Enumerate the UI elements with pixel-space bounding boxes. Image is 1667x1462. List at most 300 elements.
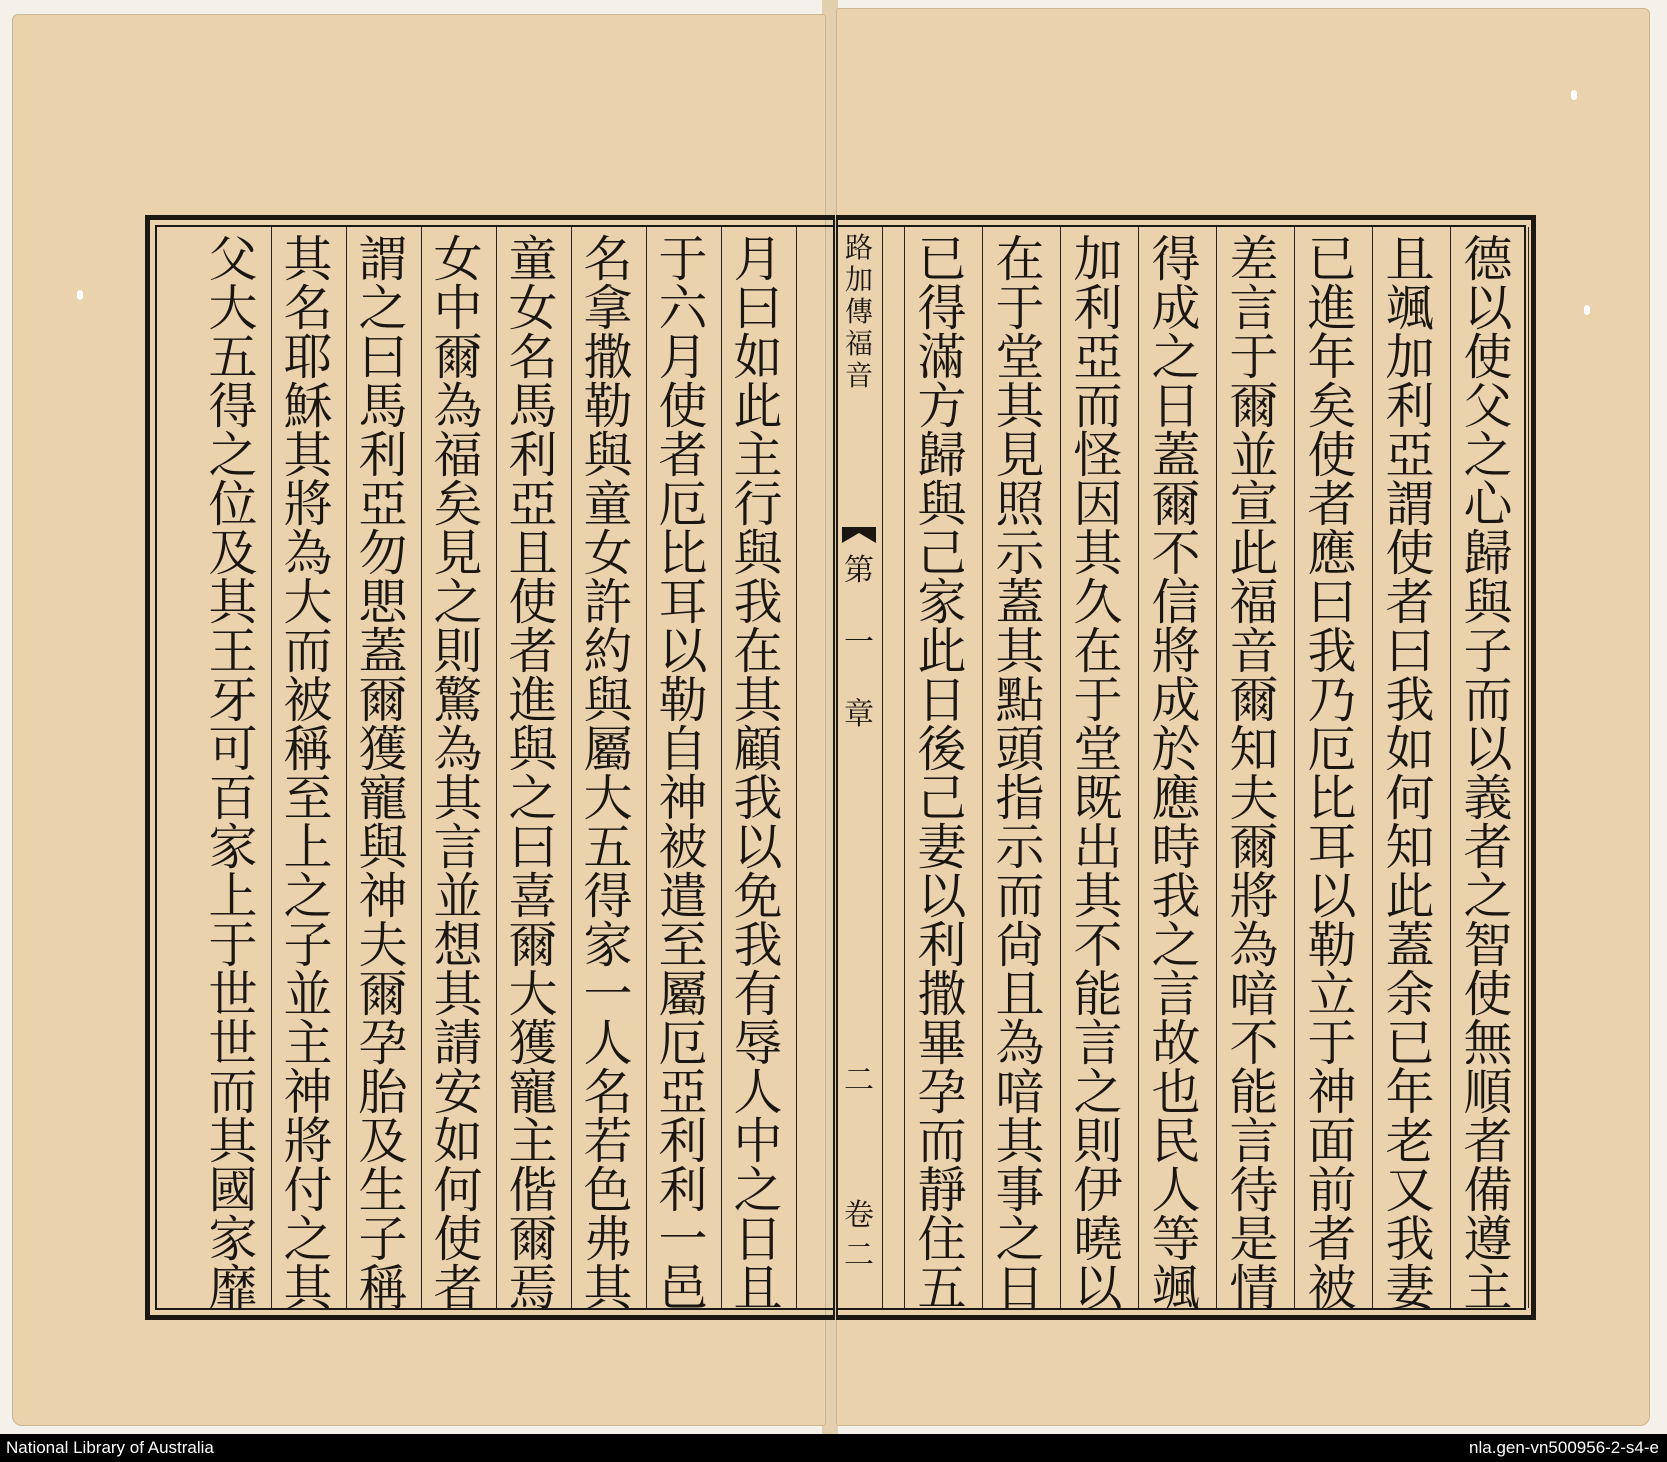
- text-glyph: 而: [1073, 378, 1123, 435]
- text-glyph: 可: [208, 721, 258, 778]
- text-glyph: 此: [733, 378, 783, 435]
- text-glyph: 爾: [433, 329, 483, 386]
- text-glyph: 邑: [658, 1260, 708, 1317]
- text-glyph: 已: [917, 231, 967, 288]
- text-glyph: 頭: [995, 721, 1045, 778]
- text-glyph: 之: [283, 868, 333, 925]
- text-glyph: 言: [433, 819, 483, 876]
- text-glyph: 大: [283, 574, 333, 631]
- column-rule: [1528, 227, 1529, 1308]
- text-glyph: 六: [658, 280, 708, 337]
- text-glyph: 百: [208, 770, 258, 827]
- text-glyph: 童: [508, 231, 558, 288]
- text-glyph: 以: [658, 623, 708, 680]
- text-glyph: 於: [1151, 721, 1201, 778]
- text-glyph: 使: [433, 1211, 483, 1268]
- text-glyph: 夫: [1229, 770, 1279, 827]
- text-glyph: 加: [1385, 329, 1435, 386]
- text-glyph: 寵: [358, 770, 408, 827]
- text-glyph: 自: [658, 721, 708, 778]
- text-glyph: 應: [1151, 770, 1201, 827]
- text-glyph: 而: [283, 623, 333, 680]
- left-page-column-2: [647, 231, 719, 1317]
- text-glyph: 其: [995, 1113, 1045, 1170]
- text-glyph: 神: [1307, 1064, 1357, 1121]
- text-glyph: 妻: [917, 819, 967, 876]
- text-glyph: 五: [208, 329, 258, 386]
- right-page-column-7: [984, 231, 1056, 1317]
- text-glyph: 勒: [658, 672, 708, 729]
- text-glyph: 言: [1229, 1113, 1279, 1170]
- title-glyph: 傳: [844, 295, 873, 328]
- text-glyph: 並: [283, 966, 333, 1023]
- text-glyph: 以: [1463, 721, 1513, 778]
- text-glyph: 歸: [1463, 525, 1513, 582]
- text-glyph: 方: [917, 378, 967, 435]
- text-glyph: 其: [1073, 525, 1123, 582]
- text-glyph: 蓋: [1151, 427, 1201, 484]
- paper-hole: [1571, 90, 1577, 100]
- text-glyph: 色: [583, 1162, 633, 1219]
- right-page-column-8: [906, 231, 978, 1317]
- text-glyph: 言: [1073, 1015, 1123, 1072]
- text-glyph: 在: [995, 231, 1045, 288]
- text-glyph: 五: [583, 819, 633, 876]
- text-glyph: 父: [1463, 378, 1513, 435]
- text-glyph: 付: [283, 1162, 333, 1219]
- text-glyph: 亞: [658, 1064, 708, 1121]
- text-glyph: 在: [1073, 623, 1123, 680]
- text-glyph: 不: [1073, 917, 1123, 974]
- text-glyph: 已: [1385, 1015, 1435, 1072]
- text-glyph: 神: [658, 770, 708, 827]
- text-glyph: 人: [1151, 1162, 1201, 1219]
- text-glyph: 之: [208, 427, 258, 484]
- chapter-glyph: 章: [844, 697, 874, 732]
- text-glyph: 亞: [1073, 329, 1123, 386]
- column-rule: [882, 227, 883, 1308]
- text-glyph: 年: [1385, 1064, 1435, 1121]
- right-page-column-1: [1452, 231, 1524, 1317]
- text-glyph: 厄: [658, 1015, 708, 1072]
- text-glyph: 女: [508, 280, 558, 337]
- fish-tail-mark-icon: [842, 525, 876, 545]
- text-glyph: 喑: [995, 1064, 1045, 1121]
- text-glyph: 之: [433, 574, 483, 631]
- left-page-column-6: [347, 231, 419, 1317]
- left-page-column-1: [722, 231, 794, 1317]
- text-glyph: 稱: [358, 1260, 408, 1317]
- text-glyph: 曉: [1073, 1211, 1123, 1268]
- text-glyph: 得: [583, 868, 633, 925]
- text-glyph: 且: [1385, 231, 1435, 288]
- text-glyph: 屬: [658, 966, 708, 1023]
- text-glyph: 尙: [995, 917, 1045, 974]
- text-glyph: 畢: [917, 1015, 967, 1072]
- column-rule: [1060, 227, 1061, 1308]
- text-glyph: 音: [1229, 623, 1279, 680]
- text-glyph: 指: [995, 770, 1045, 827]
- text-glyph: 一: [658, 1211, 708, 1268]
- text-glyph: 至: [658, 917, 708, 974]
- text-glyph: 其: [733, 672, 783, 729]
- right-page-column-5: [1140, 231, 1212, 1317]
- text-glyph: 人: [583, 1015, 633, 1072]
- text-glyph: 王: [208, 623, 258, 680]
- text-glyph: 示: [995, 819, 1045, 876]
- text-glyph: 于: [1307, 1015, 1357, 1072]
- text-glyph: 之: [995, 1211, 1045, 1268]
- text-glyph: 與: [583, 672, 633, 729]
- text-glyph: 以: [917, 868, 967, 925]
- text-glyph: 利: [358, 427, 408, 484]
- text-glyph: 蓋: [1385, 917, 1435, 974]
- text-glyph: 出: [1073, 819, 1123, 876]
- text-glyph: 將: [1151, 623, 1201, 680]
- text-glyph: 請: [433, 1015, 483, 1072]
- left-page-column-4: [497, 231, 569, 1317]
- text-glyph: 堂: [995, 329, 1045, 386]
- text-glyph: 事: [995, 1162, 1045, 1219]
- text-glyph: 之: [1463, 868, 1513, 925]
- centre-column: [836, 225, 882, 1310]
- footer-identifier: nla.gen-vn500956-2-s4-e: [1469, 1438, 1659, 1457]
- text-glyph: 無: [1463, 1015, 1513, 1072]
- text-glyph: 颯: [1151, 1260, 1201, 1317]
- text-glyph: 使: [1307, 427, 1357, 484]
- text-glyph: 上: [283, 819, 333, 876]
- text-glyph: 利: [658, 1162, 708, 1219]
- text-glyph: 耳: [1307, 819, 1357, 876]
- text-glyph: 智: [1463, 917, 1513, 974]
- text-glyph: 名: [508, 329, 558, 386]
- text-glyph: 與: [1463, 574, 1513, 631]
- text-glyph: 我: [1307, 623, 1357, 680]
- text-glyph: 將: [283, 1113, 333, 1170]
- text-glyph: 上: [208, 868, 258, 925]
- text-glyph: 能: [1073, 966, 1123, 1023]
- text-glyph: 備: [1463, 1162, 1513, 1219]
- text-glyph: 久: [1073, 574, 1123, 631]
- text-glyph: 焉: [508, 1260, 558, 1317]
- text-glyph: 爾: [1229, 378, 1279, 435]
- text-glyph: 且: [508, 525, 558, 582]
- text-glyph: 使: [508, 574, 558, 631]
- column-rule: [1294, 227, 1295, 1308]
- text-glyph: 並: [1229, 427, 1279, 484]
- chapter-label: [836, 555, 882, 731]
- text-glyph: 既: [1073, 770, 1123, 827]
- text-glyph: 孕: [358, 1015, 408, 1072]
- text-glyph: 老: [1385, 1113, 1435, 1170]
- text-glyph: 行: [733, 476, 783, 533]
- left-page-column-3: [572, 231, 644, 1317]
- text-glyph: 利: [917, 917, 967, 974]
- text-glyph: 主: [508, 1113, 558, 1170]
- text-glyph: 已: [1307, 231, 1357, 288]
- text-glyph: 馬: [358, 378, 408, 435]
- text-glyph: 使: [1463, 966, 1513, 1023]
- text-glyph: 國: [208, 1162, 258, 1219]
- text-glyph: 而: [995, 868, 1045, 925]
- text-glyph: 信: [1151, 574, 1201, 631]
- text-glyph: 點: [995, 672, 1045, 729]
- column-rule: [1372, 227, 1373, 1308]
- text-glyph: 者: [1307, 476, 1357, 533]
- right-page-column-4: [1218, 231, 1290, 1317]
- text-glyph: 颯: [1385, 280, 1435, 337]
- text-glyph: 大: [508, 966, 558, 1023]
- text-glyph: 義: [1463, 770, 1513, 827]
- text-glyph: 女: [433, 231, 483, 288]
- text-glyph: 待: [1229, 1162, 1279, 1219]
- text-glyph: 時: [1151, 819, 1201, 876]
- text-glyph: 是: [1229, 1211, 1279, 1268]
- text-glyph: 勒: [583, 378, 633, 435]
- text-glyph: 面: [1307, 1113, 1357, 1170]
- text-glyph: 家: [208, 819, 258, 876]
- text-glyph: 之: [1463, 427, 1513, 484]
- text-glyph: 爾: [508, 917, 558, 974]
- text-glyph: 亞: [508, 476, 558, 533]
- text-glyph: 爾: [358, 966, 408, 1023]
- text-glyph: 差: [1229, 231, 1279, 288]
- text-glyph: 被: [658, 819, 708, 876]
- text-glyph: 耶: [283, 329, 333, 386]
- text-glyph: 亞: [358, 476, 408, 533]
- text-glyph: 至: [283, 770, 333, 827]
- text-glyph: 勒: [1307, 917, 1357, 974]
- text-glyph: 大: [583, 770, 633, 827]
- paper-hole: [1584, 305, 1590, 315]
- text-glyph: 而: [917, 1113, 967, 1170]
- text-glyph: 比: [1307, 770, 1357, 827]
- text-glyph: 爾: [1229, 672, 1279, 729]
- text-glyph: 且: [995, 966, 1045, 1023]
- text-glyph: 之: [1151, 917, 1201, 974]
- text-glyph: 弗: [583, 1211, 633, 1268]
- book-title: [836, 233, 882, 391]
- text-glyph: 並: [433, 868, 483, 925]
- text-glyph: 者: [433, 1260, 483, 1317]
- text-glyph: 童: [583, 476, 633, 533]
- text-glyph: 此: [1229, 525, 1279, 582]
- text-glyph: 如: [433, 1113, 483, 1170]
- footer-library-name: National Library of Australia: [6, 1438, 214, 1457]
- text-glyph: 使: [1463, 329, 1513, 386]
- text-glyph: 順: [1463, 1064, 1513, 1121]
- text-glyph: 者: [658, 427, 708, 484]
- text-glyph: 民: [1151, 1113, 1201, 1170]
- text-glyph: 加: [1073, 231, 1123, 288]
- text-glyph: 名: [583, 231, 633, 288]
- text-glyph: 福: [1229, 574, 1279, 631]
- text-glyph: 者: [1463, 819, 1513, 876]
- text-glyph: 主: [283, 1015, 333, 1072]
- text-glyph: 己: [917, 525, 967, 582]
- text-glyph: 將: [283, 476, 333, 533]
- text-glyph: 耳: [658, 574, 708, 631]
- text-glyph: 日: [733, 1211, 783, 1268]
- left-page-column-8: [197, 231, 269, 1317]
- text-glyph: 爾: [508, 1211, 558, 1268]
- text-glyph: 後: [917, 721, 967, 778]
- text-glyph: 進: [508, 672, 558, 729]
- text-glyph: 安: [433, 1064, 483, 1121]
- text-glyph: 厄: [658, 476, 708, 533]
- text-glyph: 其: [995, 623, 1045, 680]
- text-glyph: 許: [583, 574, 633, 631]
- text-glyph: 使: [658, 378, 708, 435]
- text-glyph: 辱: [733, 1015, 783, 1072]
- text-glyph: 其: [208, 1113, 258, 1170]
- text-glyph: 應: [1307, 525, 1357, 582]
- text-glyph: 等: [1151, 1211, 1201, 1268]
- text-glyph: 與: [733, 525, 783, 582]
- text-glyph: 子: [358, 1211, 408, 1268]
- text-glyph: 成: [1151, 672, 1201, 729]
- text-glyph: 比: [658, 525, 708, 582]
- text-glyph: 利: [658, 1113, 708, 1170]
- text-glyph: 也: [1151, 1064, 1201, 1121]
- text-glyph: 夫: [358, 917, 408, 974]
- text-glyph: 中: [433, 280, 483, 337]
- text-glyph: 子: [283, 917, 333, 974]
- text-glyph: 子: [1463, 623, 1513, 680]
- volume-glyph: 卷: [844, 1198, 874, 1233]
- volume-glyph: 二: [844, 1238, 874, 1273]
- text-glyph: 日: [917, 672, 967, 729]
- text-glyph: 之: [283, 1211, 333, 1268]
- text-glyph: 故: [1151, 1015, 1201, 1072]
- text-glyph: 者: [1307, 1211, 1357, 1268]
- text-glyph: 能: [1229, 1064, 1279, 1121]
- text-glyph: 此: [917, 623, 967, 680]
- text-glyph: 我: [1385, 1211, 1435, 1268]
- text-glyph: 矣: [1307, 378, 1357, 435]
- column-rule: [982, 227, 983, 1308]
- text-glyph: 使: [1385, 525, 1435, 582]
- text-glyph: 我: [733, 574, 783, 631]
- text-glyph: 曰: [1307, 574, 1357, 631]
- text-glyph: 者: [1385, 574, 1435, 631]
- text-glyph: 爾: [1151, 476, 1201, 533]
- text-glyph: 為: [433, 378, 483, 435]
- text-glyph: 且: [733, 1260, 783, 1317]
- text-glyph: 則: [433, 623, 483, 680]
- text-glyph: 主: [1463, 1260, 1513, 1317]
- text-glyph: 生: [358, 1162, 408, 1219]
- text-glyph: 則: [1073, 1113, 1123, 1170]
- text-glyph: 其: [283, 231, 333, 288]
- text-glyph: 利: [508, 427, 558, 484]
- text-glyph: 在: [733, 623, 783, 680]
- text-glyph: 與: [583, 427, 633, 484]
- text-glyph: 不: [1229, 1015, 1279, 1072]
- text-glyph: 得: [917, 280, 967, 337]
- text-glyph: 將: [1229, 868, 1279, 925]
- text-glyph: 神: [283, 1064, 333, 1121]
- text-glyph: 而: [1463, 672, 1513, 729]
- text-glyph: 愳: [358, 574, 408, 631]
- text-glyph: 照: [995, 476, 1045, 533]
- text-glyph: 撒: [583, 329, 633, 386]
- text-glyph: 妻: [1385, 1260, 1435, 1317]
- text-glyph: 獲: [508, 1015, 558, 1072]
- text-glyph: 名: [283, 280, 333, 337]
- text-glyph: 者: [508, 623, 558, 680]
- text-glyph: 蓋: [995, 574, 1045, 631]
- text-glyph: 如: [733, 329, 783, 386]
- paper-hole: [77, 290, 83, 300]
- text-glyph: 家: [917, 574, 967, 631]
- text-glyph: 世: [208, 966, 258, 1023]
- text-glyph: 約: [583, 623, 633, 680]
- text-glyph: 與: [917, 476, 967, 533]
- text-glyph: 言: [1151, 966, 1201, 1023]
- text-glyph: 五: [917, 1260, 967, 1317]
- text-glyph: 如: [1385, 721, 1435, 778]
- text-glyph: 女: [583, 525, 633, 582]
- text-glyph: 堂: [1073, 721, 1123, 778]
- text-glyph: 勿: [358, 525, 408, 582]
- volume-label: [836, 1200, 882, 1272]
- text-glyph: 謂: [1385, 476, 1435, 533]
- text-glyph: 乃: [1307, 672, 1357, 729]
- text-glyph: 及: [358, 1113, 408, 1170]
- text-glyph: 為: [433, 721, 483, 778]
- text-glyph: 胎: [358, 1064, 408, 1121]
- text-glyph: 滿: [917, 329, 967, 386]
- text-glyph: 穌: [283, 378, 333, 435]
- text-glyph: 厄: [1307, 721, 1357, 778]
- chapter-glyph: 一: [844, 625, 874, 660]
- text-glyph: 余: [1385, 966, 1435, 1023]
- text-glyph: 見: [995, 427, 1045, 484]
- footer-bar: [0, 1434, 1667, 1462]
- text-glyph: 撒: [917, 966, 967, 1023]
- text-glyph: 知: [1385, 819, 1435, 876]
- text-glyph: 曰: [358, 329, 408, 386]
- text-glyph: 伊: [1073, 1162, 1123, 1219]
- text-glyph: 日: [995, 1260, 1045, 1317]
- text-glyph: 之: [358, 280, 408, 337]
- text-glyph: 及: [208, 525, 258, 582]
- text-glyph: 月: [658, 329, 708, 386]
- text-glyph: 得: [208, 378, 258, 435]
- text-glyph: 者: [1463, 1113, 1513, 1170]
- text-glyph: 被: [283, 672, 333, 729]
- text-glyph: 其: [283, 427, 333, 484]
- text-glyph: 馬: [508, 378, 558, 435]
- text-glyph: 月: [733, 231, 783, 288]
- text-glyph: 我: [1385, 672, 1435, 729]
- column-rule: [796, 227, 797, 1308]
- left-page-column-5: [422, 231, 494, 1317]
- text-glyph: 遣: [658, 868, 708, 925]
- text-glyph: 又: [1385, 1162, 1435, 1219]
- text-glyph: 被: [1307, 1260, 1357, 1317]
- text-glyph: 有: [733, 966, 783, 1023]
- column-rule: [904, 227, 905, 1308]
- text-glyph: 言: [1229, 280, 1279, 337]
- text-glyph: 得: [1151, 231, 1201, 288]
- text-glyph: 拿: [583, 280, 633, 337]
- text-glyph: 曰: [508, 819, 558, 876]
- text-glyph: 于: [658, 231, 708, 288]
- text-glyph: 其: [995, 378, 1045, 435]
- text-glyph: 父: [208, 231, 258, 288]
